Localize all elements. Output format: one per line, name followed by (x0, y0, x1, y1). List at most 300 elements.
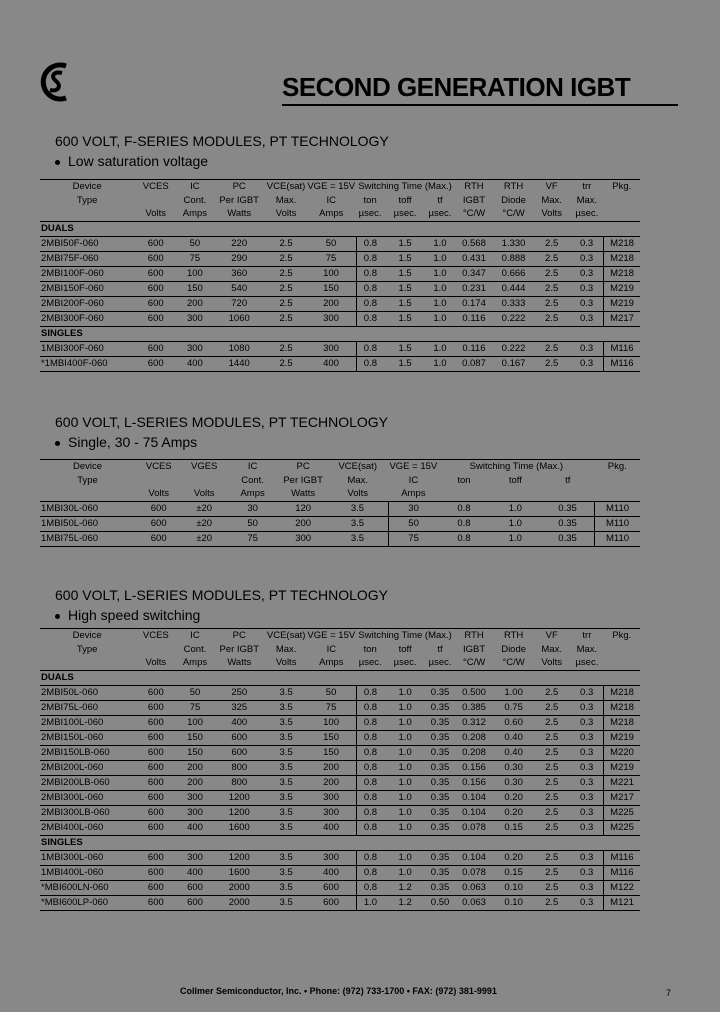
table-cell: 400 (177, 820, 212, 835)
table-cell: M217 (604, 311, 640, 326)
table-cell: M219 (604, 730, 640, 745)
device-type-cell: 1MBI300F-060 (40, 341, 134, 356)
table-cell: 1.0 (384, 790, 426, 805)
table-cell: 1.0 (384, 685, 426, 700)
table-cell: 1600 (213, 820, 266, 835)
table-cell: M218 (604, 251, 640, 266)
table-cell: 2.5 (533, 805, 570, 820)
table-cell: 0.3 (570, 730, 603, 745)
table-cell: 50 (306, 685, 356, 700)
table-cell: 0.104 (454, 790, 494, 805)
table-cell: 0.8 (356, 760, 384, 775)
col-toff: toff (398, 194, 412, 206)
table-cell: 150 (306, 745, 356, 760)
table-cell: 250 (213, 685, 266, 700)
table-cell: 600 (134, 880, 177, 895)
table-cell: 0.231 (454, 281, 494, 296)
table-cell: 2.5 (266, 296, 307, 311)
col-vces: VCES (134, 180, 177, 194)
table-cell: 1.0 (384, 775, 426, 790)
table-cell: 200 (306, 760, 356, 775)
table-cell: 150 (177, 730, 212, 745)
table-cell: 0.888 (494, 251, 533, 266)
table-cell: 600 (135, 516, 182, 531)
col-device-sub: Type (77, 474, 98, 486)
table-cell: 1.0 (426, 341, 454, 356)
table-cell: 600 (134, 236, 177, 251)
col-tf: tf (437, 643, 443, 655)
table-cell: 800 (213, 775, 266, 790)
table-cell: 2.5 (533, 745, 570, 760)
table-cell: 150 (306, 281, 356, 296)
table-cell: 0.8 (356, 296, 384, 311)
f-series-table (40, 179, 640, 372)
table-cell: 50 (226, 516, 279, 531)
table-cell: 1200 (213, 805, 266, 820)
table-cell: 1.0 (426, 296, 454, 311)
table-row (40, 865, 640, 880)
table-cell: 0.8 (356, 850, 384, 865)
table-cell: 0.8 (356, 341, 384, 356)
table-cell: 0.8 (356, 880, 384, 895)
table-cell: 0.104 (454, 805, 494, 820)
table-cell: 0.35 (541, 516, 594, 531)
table-cell: 1.0 (384, 850, 426, 865)
table-row (40, 700, 640, 715)
device-type-cell: 1MBI50L-060 (40, 516, 135, 531)
unit-c-per-w: °C/W (494, 656, 533, 670)
table-cell: 1440 (213, 356, 266, 371)
table-cell: 2.5 (533, 820, 570, 835)
table-cell: 0.333 (494, 296, 533, 311)
table-row (40, 236, 640, 251)
table-cell: 1.5 (384, 281, 426, 296)
unit-amps: Amps (226, 487, 279, 501)
table-cell: 0.35 (426, 850, 454, 865)
table-cell: 2.5 (533, 311, 570, 326)
page-number: 7 (666, 988, 672, 998)
table-cell: 1.5 (384, 356, 426, 371)
title-underline (282, 104, 678, 106)
table-cell: 600 (134, 715, 177, 730)
l-series-feature (55, 606, 200, 624)
group-label-row (40, 326, 640, 341)
device-type-cell: *MBI600LN-060 (40, 880, 134, 895)
table-cell: 200 (177, 760, 212, 775)
table-cell: 1.5 (384, 251, 426, 266)
table-cell: M221 (604, 775, 640, 790)
table-cell: 300 (306, 805, 356, 820)
device-type-cell: 2MBI200LB-060 (40, 775, 134, 790)
table-cell: 0.174 (454, 296, 494, 311)
unit-c-per-w: °C/W (454, 656, 494, 670)
table-cell: 0.104 (454, 850, 494, 865)
table-cell: 0.3 (570, 880, 603, 895)
table-cell: 600 (135, 531, 182, 546)
col-rth-igbt: RTH (454, 629, 494, 643)
table-cell: 0.347 (454, 266, 494, 281)
table-cell: 100 (177, 715, 212, 730)
table-cell: 400 (306, 865, 356, 880)
company-logo-icon (36, 60, 76, 104)
table-cell: M218 (604, 700, 640, 715)
col-pc: PC (279, 460, 327, 474)
table-cell: 2.5 (533, 880, 570, 895)
table-cell: 600 (177, 895, 212, 910)
table-cell: 540 (213, 281, 266, 296)
table-cell: 0.078 (454, 865, 494, 880)
device-type-cell: 2MBI300LB-060 (40, 805, 134, 820)
table-cell: 0.8 (356, 775, 384, 790)
table-cell: 300 (177, 311, 212, 326)
table-cell: M219 (604, 281, 640, 296)
table-cell: 3.5 (266, 775, 307, 790)
col-rth-diode: RTH (494, 629, 533, 643)
device-type-cell: 2MBI50F-060 (40, 236, 134, 251)
table-cell: 3.5 (266, 820, 307, 835)
table-cell: 400 (213, 715, 266, 730)
table-cell: 1.2 (384, 895, 426, 910)
table-cell: 0.40 (494, 730, 533, 745)
table-cell: 400 (306, 820, 356, 835)
table-cell: 0.078 (454, 820, 494, 835)
col-vge-sub: IC (326, 194, 336, 206)
table-cell: 0.8 (356, 730, 384, 745)
col-vge: VGE = 15V (389, 461, 438, 472)
table-row (40, 895, 640, 910)
table-cell: 0.063 (454, 880, 494, 895)
table-cell: 0.15 (494, 865, 533, 880)
table-cell: 0.35 (426, 760, 454, 775)
table-row (40, 805, 640, 820)
table-cell: 600 (134, 311, 177, 326)
table-cell: 2.5 (533, 700, 570, 715)
col-pc-sub: Per IGBT (283, 474, 323, 486)
table-cell: 0.156 (454, 760, 494, 775)
table-cell: 300 (306, 311, 356, 326)
table-cell: M225 (604, 805, 640, 820)
unit-volts: Volts (182, 487, 226, 501)
unit-amps: Amps (177, 656, 212, 670)
table-cell: 3.5 (266, 760, 307, 775)
table-cell: 0.3 (570, 251, 603, 266)
table-cell: 600 (134, 266, 177, 281)
col-ic: IC (177, 180, 212, 194)
table-cell: 0.8 (356, 715, 384, 730)
col-pc: PC (213, 629, 266, 643)
table-cell: 0.8 (438, 501, 489, 516)
table-cell: 0.167 (494, 356, 533, 371)
table-cell: 0.3 (570, 281, 603, 296)
table-cell: 3.5 (266, 880, 307, 895)
table-cell: 3.5 (266, 895, 307, 910)
table-cell: 2.5 (533, 850, 570, 865)
f-series-feature-text: Low saturation voltage (68, 153, 209, 169)
table-cell: 30 (226, 501, 279, 516)
col-trr-sub: Max. (576, 643, 598, 655)
table-cell: 0.30 (494, 775, 533, 790)
table-cell: M218 (604, 685, 640, 700)
table-cell: 0.35 (426, 880, 454, 895)
col-vf-sub: Max. (541, 643, 562, 655)
table-cell: M110 (595, 501, 640, 516)
table-cell: 0.3 (570, 820, 603, 835)
unit-c-per-w: °C/W (454, 207, 494, 221)
table-cell: 0.385 (454, 700, 494, 715)
table-row (40, 730, 640, 745)
table-cell: 1.0 (490, 501, 541, 516)
device-type-cell: *1MBI400F-060 (40, 356, 134, 371)
table-cell: 400 (177, 865, 212, 880)
col-vf: VF (533, 180, 570, 194)
table-cell: 0.3 (570, 266, 603, 281)
table-cell: ±20 (182, 501, 226, 516)
table-cell: 300 (177, 341, 212, 356)
table-cell: 0.20 (494, 850, 533, 865)
table-row (40, 820, 640, 835)
unit-volts: Volts (134, 656, 177, 670)
col-rth-diode-sub: Diode (501, 194, 526, 206)
table-cell: 2.5 (266, 356, 307, 371)
col-vge: VGE = 15V (307, 630, 356, 641)
table-cell: 0.40 (494, 745, 533, 760)
table-cell: 0.20 (494, 805, 533, 820)
table-cell: 1.0 (384, 745, 426, 760)
table-cell: 2.5 (533, 790, 570, 805)
unit-volts: Volts (135, 487, 182, 501)
unit-watts: Watts (213, 656, 266, 670)
table-row (40, 356, 640, 371)
table-row (40, 775, 640, 790)
unit-volts: Volts (134, 207, 177, 221)
table-cell: 0.3 (570, 341, 603, 356)
table-cell: 1.330 (494, 236, 533, 251)
unit-volts: Volts (266, 207, 307, 221)
l-single-feature (55, 433, 197, 451)
col-vf: VF (533, 629, 570, 643)
table-row (40, 281, 640, 296)
table-cell: 3.5 (327, 531, 388, 546)
group-label-row (40, 670, 640, 685)
table-cell: 0.35 (426, 805, 454, 820)
l-single-heading: 600 VOLT, L-SERIES MODULES, PT TECHNOLOGY (55, 414, 388, 430)
device-type-cell: *MBI600LP-060 (40, 895, 134, 910)
col-switching-time: Switching Time (Max.) (438, 460, 594, 474)
table-cell: 0.8 (356, 790, 384, 805)
device-type-cell: 1MBI75L-060 (40, 531, 135, 546)
table-cell: 0.3 (570, 236, 603, 251)
col-ic-sub: Cont. (183, 643, 207, 655)
table-cell: 0.8 (356, 236, 384, 251)
table-cell: 2.5 (533, 865, 570, 880)
table-row (40, 296, 640, 311)
unit-usec: µsec. (384, 656, 426, 670)
table-cell: 600 (306, 895, 356, 910)
table-cell: 1.5 (384, 296, 426, 311)
footer-contact: Collmer Semiconductor, Inc. • Phone: (972) 733-1700 • FAX: (972) 381-9991 (180, 986, 497, 996)
table-cell: 300 (306, 790, 356, 805)
table-row (40, 715, 640, 730)
col-pkg: Pkg. (604, 629, 640, 643)
table-cell: 2.5 (266, 311, 307, 326)
table-cell: 2.5 (533, 266, 570, 281)
table-cell: M110 (595, 531, 640, 546)
table-cell: 2.5 (533, 685, 570, 700)
col-pc: PC (213, 180, 266, 194)
table-cell: 75 (177, 700, 212, 715)
unit-usec: µsec. (384, 207, 426, 221)
l-series-heading: 600 VOLT, L-SERIES MODULES, PT TECHNOLOGY (55, 587, 388, 603)
table-cell: 0.3 (570, 685, 603, 700)
table-cell: 600 (134, 356, 177, 371)
device-type-cell: 1MBI400L-060 (40, 865, 134, 880)
table-cell: 200 (306, 296, 356, 311)
col-device-sub: Type (76, 194, 98, 206)
table-cell: 0.35 (426, 865, 454, 880)
unit-watts: Watts (279, 487, 327, 501)
table-cell: 0.3 (570, 745, 603, 760)
table-cell: M122 (604, 880, 640, 895)
table-row (40, 685, 640, 700)
table-row (40, 880, 640, 895)
l-series-feature-text: High speed switching (68, 607, 201, 623)
table-cell: M225 (604, 820, 640, 835)
table-cell: 150 (177, 745, 212, 760)
table-cell: 800 (213, 760, 266, 775)
table-cell: 2.5 (533, 715, 570, 730)
unit-watts: Watts (213, 207, 266, 221)
col-device: Device (40, 629, 134, 643)
table-cell: 0.087 (454, 356, 494, 371)
table-cell: 200 (177, 775, 212, 790)
table-cell: 2.5 (266, 281, 307, 296)
table-cell: 1200 (213, 790, 266, 805)
unit-usec: µsec. (570, 656, 603, 670)
table-cell: 0.35 (426, 730, 454, 745)
col-rth-igbt-sub: IGBT (462, 643, 486, 655)
col-rth-diode: RTH (494, 180, 533, 194)
table-cell: 0.3 (570, 296, 603, 311)
col-trr: trr (570, 180, 603, 194)
col-vces: VCES (134, 629, 177, 643)
table-cell: 3.5 (266, 865, 307, 880)
table-cell: 0.3 (570, 895, 603, 910)
col-switching-time: Switching Time (Max.) (356, 180, 454, 194)
table-cell: 0.3 (570, 311, 603, 326)
table-cell: 2.5 (266, 236, 307, 251)
unit-c-per-w: °C/W (494, 207, 533, 221)
table-cell: 0.116 (454, 311, 494, 326)
device-type-cell: 2MBI50L-060 (40, 685, 134, 700)
group-label-row (40, 835, 640, 850)
table-cell: 1600 (213, 865, 266, 880)
device-type-cell: 1MBI300L-060 (40, 850, 134, 865)
device-type-cell: 1MBI30L-060 (40, 501, 135, 516)
table-cell: 300 (177, 850, 212, 865)
table-cell: 0.8 (356, 266, 384, 281)
col-ton: ton (363, 643, 377, 655)
l-single-feature-text: Single, 30 - 75 Amps (68, 434, 198, 450)
device-type-cell: 2MBI100F-060 (40, 266, 134, 281)
table-cell: 1.5 (384, 311, 426, 326)
table-cell: 3.5 (266, 745, 307, 760)
table-cell: 1.0 (384, 865, 426, 880)
table-cell: 0.3 (570, 760, 603, 775)
table-cell: 50 (177, 236, 212, 251)
device-type-cell: 2MBI100L-060 (40, 715, 134, 730)
device-type-cell: 2MBI150LB-060 (40, 745, 134, 760)
table-cell: 0.208 (454, 730, 494, 745)
col-ton: ton (457, 474, 471, 486)
table-cell: 300 (177, 805, 212, 820)
table-cell: 0.35 (426, 685, 454, 700)
col-ic: IC (177, 629, 212, 643)
page-title: SECOND GENERATION IGBT (282, 72, 631, 102)
table-cell: 2.5 (533, 296, 570, 311)
col-vce-sub: Max. (275, 643, 297, 655)
table-cell: 600 (134, 775, 177, 790)
unit-volts: Volts (327, 487, 388, 501)
table-cell: 600 (134, 820, 177, 835)
table-cell: 0.3 (570, 715, 603, 730)
table-cell: 2.5 (533, 730, 570, 745)
table-cell: 600 (213, 730, 266, 745)
group-label-row (40, 221, 640, 236)
table-cell: M116 (604, 850, 640, 865)
device-type-cell: 2MBI75L-060 (40, 700, 134, 715)
table-cell: 600 (134, 760, 177, 775)
table-cell: 600 (134, 700, 177, 715)
table-cell: 0.8 (356, 820, 384, 835)
table-cell: M121 (604, 895, 640, 910)
table-cell: M110 (595, 516, 640, 531)
table-cell: M217 (604, 790, 640, 805)
table-cell: 1.0 (426, 281, 454, 296)
table-cell: 2.5 (533, 251, 570, 266)
table-cell: 100 (306, 266, 356, 281)
table-cell: 200 (177, 296, 212, 311)
col-ic-sub: Cont. (241, 474, 264, 486)
device-type-cell: 2MBI200F-060 (40, 296, 134, 311)
col-pc-sub: Per IGBT (219, 194, 259, 206)
table-cell: 2.5 (533, 760, 570, 775)
unit-amps: Amps (388, 487, 438, 501)
table-cell: 0.8 (356, 745, 384, 760)
col-vce-sat: VCE(sat) (266, 181, 306, 192)
table-cell: 400 (306, 356, 356, 371)
l-single-table (40, 459, 640, 547)
col-vce-sub: Max. (275, 194, 297, 206)
col-trr: trr (570, 629, 603, 643)
table-cell: M218 (604, 236, 640, 251)
table-cell: 75 (306, 700, 356, 715)
table-cell: 0.30 (494, 760, 533, 775)
unit-volts: Volts (266, 656, 307, 670)
unit-usec: µsec. (570, 207, 603, 221)
col-switching-time: Switching Time (Max.) (356, 629, 454, 643)
table-cell: 0.063 (454, 895, 494, 910)
col-toff: toff (398, 643, 412, 655)
table-cell: 0.8 (356, 685, 384, 700)
table-cell: 1080 (213, 341, 266, 356)
table-cell: 3.5 (266, 805, 307, 820)
table-cell: M116 (604, 865, 640, 880)
unit-volts: Volts (533, 656, 570, 670)
col-device: Device (40, 180, 134, 194)
table-cell: 0.156 (454, 775, 494, 790)
table-row (40, 501, 640, 516)
col-trr-sub: Max. (576, 194, 598, 206)
